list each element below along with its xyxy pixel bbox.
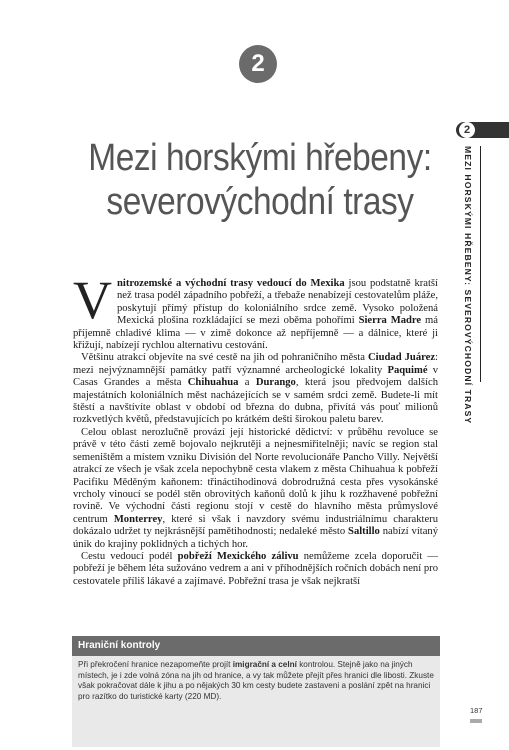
text-run: nemůžeme zcela doporučit — pobřeží je během léta sužováno vedrem a ani v příhodnějších ročních dobách není pro cestovatele příliš lákavé a zajímavé. Pobřežní trasa je však nejkratší — [73, 550, 439, 587]
text-run: v Casas Grandes a města — [73, 364, 439, 389]
chapter-number-badge: 2 — [239, 45, 277, 83]
text-run: Většinu atrakcí objevíte na své cestě na jih od pohraničního města — [81, 352, 369, 364]
chapter-title-line2: severovýchodní trasy — [106, 181, 414, 223]
paragraph-2 — [73, 352, 438, 426]
text-run: : mezi nejvýznamnější památky patří významné archeologické lokality — [73, 352, 438, 376]
text-run: má příjemně chladivé klima — v zimě dokonce až nepříjemně — a dálnice, které ji křižují, nabízejí rychlou alternativu cestování. — [73, 315, 438, 352]
bold-text-run: Sierra Madre — [358, 315, 422, 327]
text-run: jsou podstatně kratší než trasa podél západního pobřeží, a třebaže nenabízejí cestovatelům pláže, poskytují přímý přístup do koloniálního srdce země. Vysoko položená Mexická plošina rozkládající se mezi oběma pohořími — [117, 278, 438, 327]
text-run: kontrolou. Stejně jako na jiných místech, je i zde volná zóna na jih od hranice, a vy tak můžete přejít přes hranici dle libosti. Zkuste však pokračovat dále k jihu a po nějakých 30 km cesty budete zastaveni a poslání zpět na hranici pro razítko do turistické karty (220 MD). — [78, 660, 434, 701]
paragraph-4 — [73, 551, 438, 588]
bold-text-run: Saltillo — [348, 526, 380, 538]
bold-text-run: Durango — [255, 377, 296, 389]
side-tab-rule — [480, 146, 481, 382]
bold-text-run: nitrozemské a východní trasy vedoucí do Mexika — [117, 278, 345, 289]
info-box-title: Hraniční kontroly — [72, 636, 440, 656]
chapter-title-line1: Mezi horskými hřebeny: — [88, 137, 432, 179]
bold-text-run: Monterrey — [113, 513, 163, 525]
side-tab-number: 2 — [459, 122, 475, 138]
bold-text-run: Ciudad Juárez — [368, 352, 436, 364]
info-box-text — [72, 656, 440, 702]
page-number: 187 — [470, 706, 483, 715]
text-run: a — [238, 377, 256, 389]
text-run: , které si však i navzdory svému industriálnímu charakteru dokázalo udržet ty nejkrásnější pamětihodnosti; nedaleké město — [73, 513, 438, 538]
bold-text-run: pobřeží Mexického zálivu — [177, 550, 299, 562]
bold-text-run: Paquimé — [387, 364, 428, 376]
bold-text-run: imigrační a celní — [232, 660, 297, 669]
info-box — [72, 636, 440, 747]
text-run: Při překročení hranice nezapomeňte projít — [78, 660, 233, 669]
page-number-marker — [470, 719, 482, 723]
paragraph-3 — [73, 427, 438, 551]
body-text — [73, 270, 439, 588]
drop-cap: V — [73, 270, 112, 330]
text-run: , která jsou předvojem dalších majestátních koloniálních měst nacházejících se v samém srdci země. Budete-li mít štěstí a navštívíte oblast v období od března do dubna, přivítá vás pouť milionů rozkvetlých květů, představujících po krátkém dešti širokou paletu barev. — [73, 377, 438, 426]
side-tab-label: MEZI HORSKÝMI HŘEBENY: SEVEROVÝCHODNÍ TRASY — [463, 146, 473, 425]
text-run: Cestu vedoucí podél — [81, 550, 178, 562]
paragraph-1 — [73, 270, 438, 352]
chapter-title — [66, 136, 453, 224]
bold-text-run: Chihuahua — [187, 377, 239, 389]
text-run: Celou oblast nerozlučně provází její historické dědictví: v průběhu revoluce se právě v této části země bojovalo nejkrutěji a nejnesmiřitelněji; navíc se region stal semeništěm a místem vzniku División del Norte revolucionáře Pancho Villy. Největší atrakcí ze všech je však zcela nepochybně cesta vlakem z města Chihuahua k pobřeží Pacifiku Měděným kaňonem: třináctihodinová dobrodružná cesta přes vysokánské vrcholy vinoucí se podél stěn obrovitých kaňonů dolů k jihu k rozžhavené pobřežní rovině. Ve východní části regionu stojí v cestě do hlavního města průmyslové centrum — [73, 426, 438, 525]
text-run: nabízí vítaný únik do krajiny poklidných a tichých hor. — [73, 526, 439, 550]
